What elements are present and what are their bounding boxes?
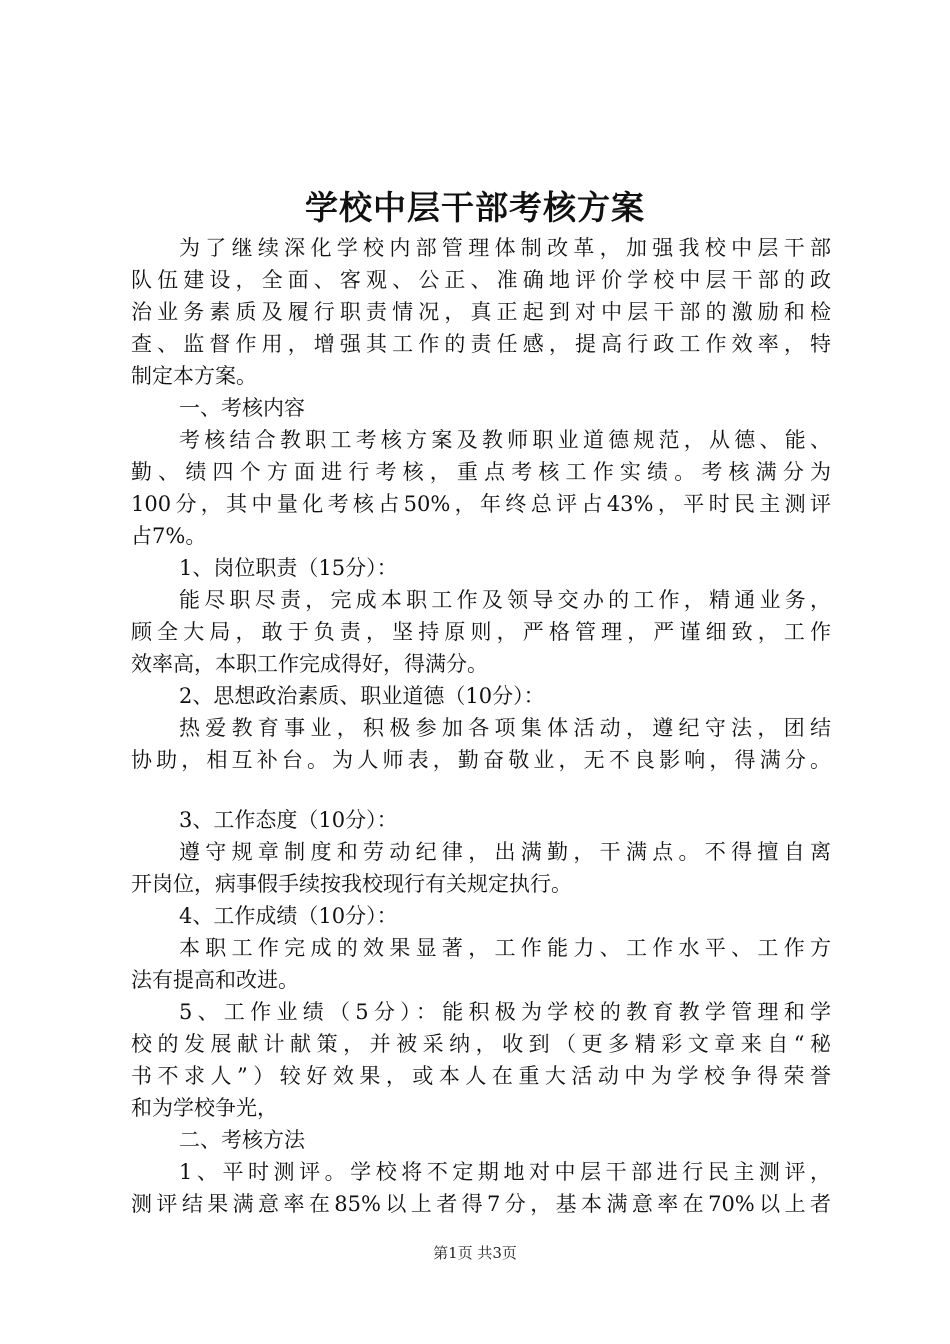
paragraph-line: 能尽职尽责，完成本职工作及领导交办的工作，精通业务， [179,588,831,612]
paragraph-line: 查、监督作用，增强其工作的责任感，提高行政工作效率，特 [131,332,831,356]
paragraph-line: 考核结合教职工考核方案及教师职业道德规范，从德、能、 [179,428,831,452]
section-heading: 二、考核方法 [179,1128,305,1152]
item-heading: 1、岗位职责（15分）： [179,556,398,580]
paragraph-line: 法有提高和改进。 [131,968,299,992]
paragraph-line: 制定本方案。 [131,364,257,388]
document-title: 学校中层干部考核方案 [305,188,645,227]
paragraph-line: 100分，其中量化考核占50%，年终总评占43%，平时民主测评 [131,492,831,516]
paragraph-line: 队伍建设，全面、客观、公正、准确地评价学校中层干部的政 [131,268,831,292]
paragraph-line: 为了继续深化学校内部管理体制改革，加强我校中层干部 [179,236,831,260]
paragraph-line: 热爱教育事业，积极参加各项集体活动，遵纪守法，团结 [179,716,831,740]
paragraph-line: 书不求人”）较好效果，或本人在重大活动中为学校争得荣誉 [131,1064,831,1088]
paragraph-line: 本职工作完成的效果显著，工作能力、工作水平、工作方 [179,936,831,960]
paragraph-line: 勤、绩四个方面进行考核，重点考核工作实绩。考核满分为 [131,460,831,484]
paragraph-line: 校的发展献计献策，并被采纳，收到（更多精彩文章来自“秘 [131,1032,831,1056]
paragraph-line: 占7%。 [131,524,207,548]
item-heading: 4、工作成绩（10分）： [179,904,398,928]
paragraph-line: 遵守规章制度和劳动纪律，出满勤，干满点。不得擅自离 [179,840,831,864]
paragraph-line: 治业务素质及履行职责情况，真正起到对中层干部的激励和检 [131,300,831,324]
paragraph-gap [131,776,831,804]
paragraph-line: 1、平时测评。学校将不定期地对中层干部进行民主测评， [179,1160,831,1184]
page-footer: 第1页 共3页 [433,1244,517,1262]
item-heading: 3、工作态度（10分）： [179,808,398,832]
paragraph-line: 顾全大局，敢于负责，坚持原则，严格管理，严谨细致，工作 [131,620,831,644]
item-heading: 2、思想政治素质、职业道德（10分）： [179,684,545,708]
paragraph-line: 和为学校争光， [131,1096,278,1120]
paragraph-line: 协助，相互补台。为人师表，勤奋敬业，无不良影响，得满分。 [131,748,831,772]
paragraph-line: 开岗位，病事假手续按我校现行有关规定执行。 [131,872,572,896]
paragraph-line: 测评结果满意率在85%以上者得7分，基本满意率在70%以上者 [131,1192,831,1216]
paragraph-line: 效率高，本职工作完成得好，得满分。 [131,652,488,676]
section-heading: 一、考核内容 [179,396,305,420]
document-body [131,232,831,1220]
paragraph-line: 5、工作业绩（5分）：能积极为学校的教育教学管理和学 [179,1000,831,1024]
